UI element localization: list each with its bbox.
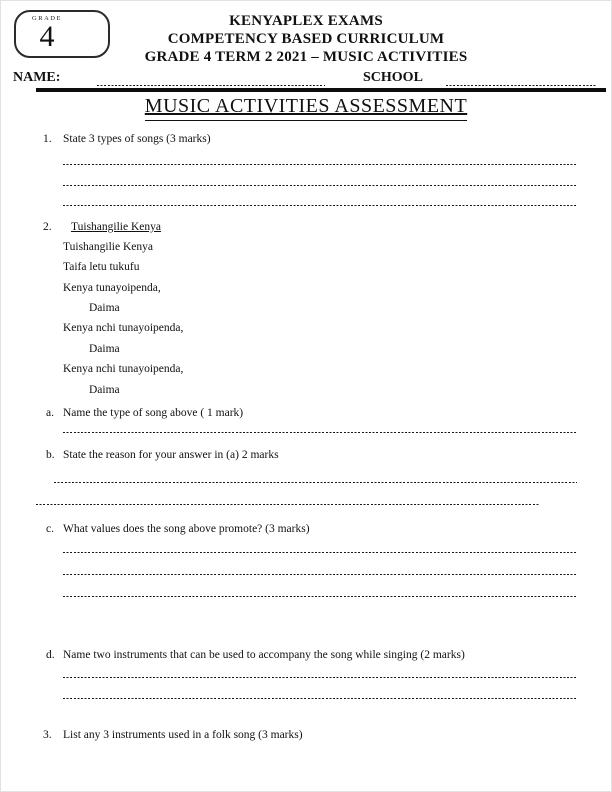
header-divider xyxy=(36,88,606,92)
question-1-number: 1. xyxy=(43,133,52,145)
assessment-title-row xyxy=(0,95,612,121)
assessment-title: MUSIC ACTIVITIES ASSESSMENT xyxy=(145,95,467,121)
lyric-line: Tuishangilie Kenya xyxy=(63,241,153,253)
answer-line xyxy=(54,482,577,483)
part-c-letter: c. xyxy=(46,523,54,535)
question-3-number: 3. xyxy=(43,729,52,741)
answer-line xyxy=(63,596,577,597)
question-2-number: 2. xyxy=(43,221,52,233)
school-label: SCHOOL xyxy=(363,70,423,85)
answer-line xyxy=(63,698,577,699)
answer-line xyxy=(63,677,577,678)
answer-line xyxy=(63,574,577,575)
answer-line xyxy=(36,504,539,505)
lyric-line: Daima xyxy=(89,302,120,314)
lyric-line: Taifa letu tukufu xyxy=(63,261,140,273)
answer-line xyxy=(63,164,578,165)
name-label: NAME: xyxy=(13,70,61,85)
answer-line xyxy=(63,185,578,186)
grade-number: 4 xyxy=(39,20,55,53)
school-blank xyxy=(446,85,596,86)
question-3-text: List any 3 instruments used in a folk song (3 marks) xyxy=(63,729,303,741)
part-a-letter: a. xyxy=(46,407,54,419)
answer-line xyxy=(63,552,577,553)
part-b-text: State the reason for your answer in (a) 2 marks xyxy=(63,449,279,461)
lyric-line: Daima xyxy=(89,384,120,396)
part-d-text: Name two instruments that can be used to accompany the song while singing (2 marks) xyxy=(63,649,465,661)
curriculum-title: COMPETENCY BASED CURRICULUM xyxy=(167,31,445,47)
answer-line xyxy=(63,432,577,433)
part-c-text: What values does the song above promote? (3 marks) xyxy=(63,523,310,535)
paper-title: GRADE 4 TERM 2 2021 – MUSIC ACTIVITIES xyxy=(144,49,468,65)
name-blank xyxy=(97,85,325,86)
part-d-letter: d. xyxy=(46,649,55,661)
song-title: Tuishangilie Kenya xyxy=(71,221,161,233)
answer-line xyxy=(63,205,578,206)
grade-label: GRADE xyxy=(32,15,62,22)
part-a-text: Name the type of song above ( 1 mark) xyxy=(63,407,244,419)
lyric-line: Kenya nchi tunayoipenda, xyxy=(63,322,184,334)
lyric-line: Kenya nchi tunayoipenda, xyxy=(63,363,184,375)
lyric-line: Kenya tunayoipenda, xyxy=(63,282,161,294)
exam-board-title: KENYAPLEX EXAMS xyxy=(229,13,383,29)
lyric-line: Daima xyxy=(89,343,120,355)
part-b-letter: b. xyxy=(46,449,55,461)
question-1-text: State 3 types of songs (3 marks) xyxy=(63,133,211,145)
